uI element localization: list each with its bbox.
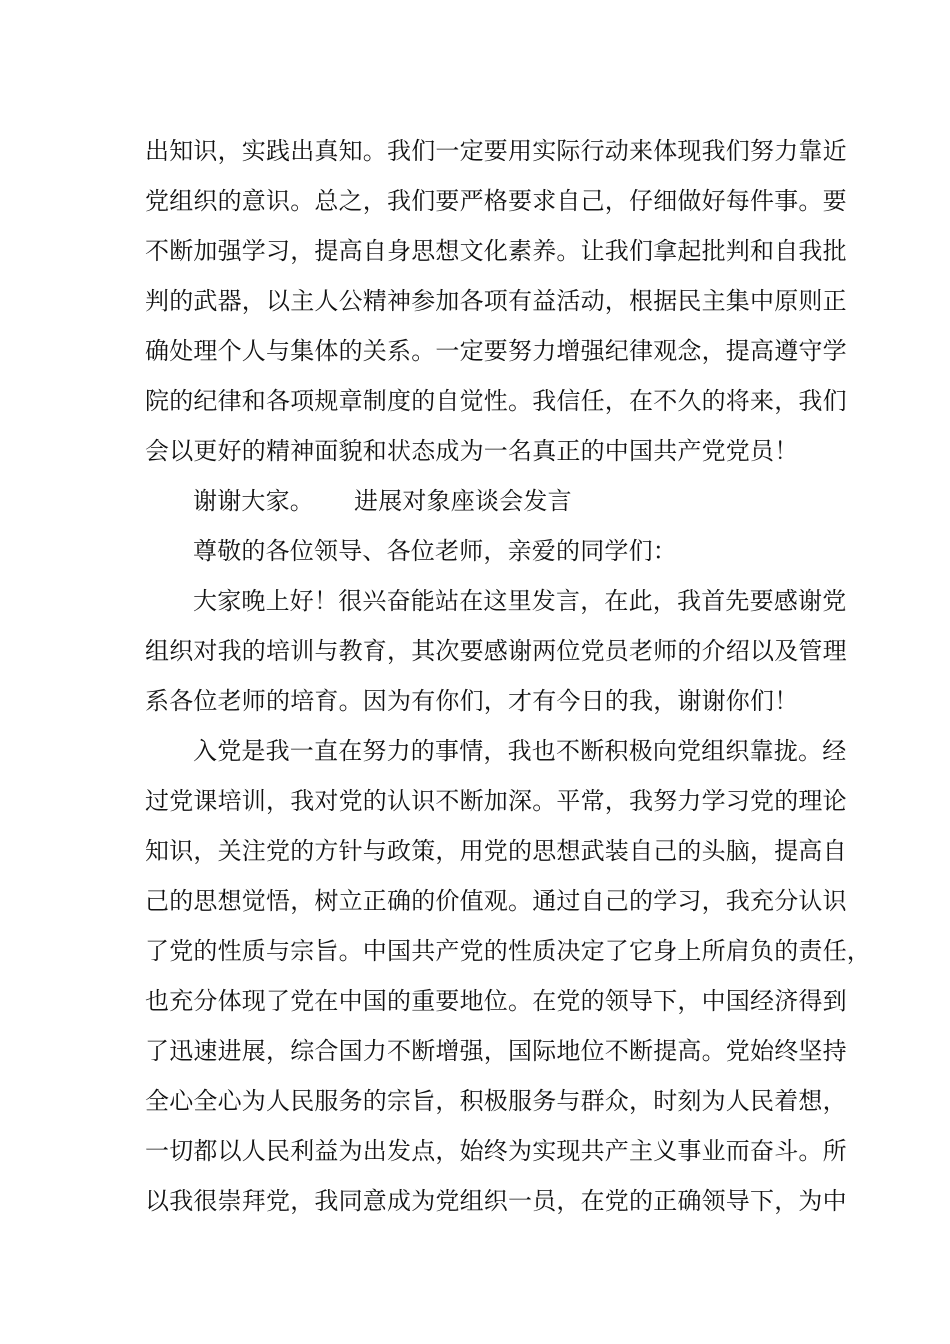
text-line: 判的武器，以主人公精神参加各项有益活动，根据民主集中原则正 xyxy=(145,287,847,315)
text-line: 了党的性质与宗旨。中国共产党的性质决定了它身上所肩负的责任， xyxy=(145,937,871,965)
text-line: 过党课培训，我对党的认识不断加深。平常，我努力学习党的理论 xyxy=(145,787,847,815)
salutation: 尊敬的各位领导、各位老师，亲爱的同学们： xyxy=(193,537,677,565)
text-line: 系各位老师的培育。因为有你们，才有今日的我，谢谢你们！ xyxy=(145,687,799,715)
text-line: 了迅速进展，综合国力不断增强，国际地位不断提高。党始终坚持 xyxy=(145,1037,847,1065)
closing-line xyxy=(193,486,893,516)
text-line: 己的思想觉悟，树立正确的价值观。通过自己的学习，我充分认识 xyxy=(145,887,847,915)
text-line: 会以更好的精神面貌和状态成为一名真正的中国共产党党员！ xyxy=(145,437,799,465)
section-title: 进展对象座谈会发言 xyxy=(354,487,572,515)
text-line: 全心全心为人民服务的宗旨，积极服务与群众，时刻为人民着想， xyxy=(145,1087,847,1115)
text-line: 组织对我的培训与教育，其次要感谢两位党员老师的介绍以及管理 xyxy=(145,637,847,665)
text-line: 入党是我一直在努力的事情，我也不断积极向党组织靠拢。经 xyxy=(193,737,847,765)
text-line: 以我很崇拜党，我同意成为党组织一员，在党的正确领导下，为中 xyxy=(145,1187,847,1215)
text-line: 院的纪律和各项规章制度的自觉性。我信任，在不久的将来，我们 xyxy=(145,387,847,415)
text-line: 知识，关注党的方针与政策，用党的思想武装自己的头脑，提高自 xyxy=(145,837,847,865)
text-line: 大家晚上好！很兴奋能站在这里发言，在此，我首先要感谢党 xyxy=(193,587,847,615)
text-line: 党组织的意识。总之，我们要严格要求自己，仔细做好每件事。要 xyxy=(145,187,847,215)
text-line: 不断加强学习，提高自身思想文化素养。让我们拿起批判和自我批 xyxy=(145,237,847,265)
text-line: 也充分体现了党在中国的重要地位。在党的领导下，中国经济得到 xyxy=(145,987,847,1015)
text-line: 一切都以人民利益为出发点，始终为实现共产主义事业而奋斗。所 xyxy=(145,1137,847,1165)
closing-text: 谢谢大家。 xyxy=(193,487,314,515)
text-line: 出知识，实践出真知。我们一定要用实际行动来体现我们努力靠近 xyxy=(145,137,847,165)
text-line: 确处理个人与集体的关系。一定要努力增强纪律观念，提高遵守学 xyxy=(145,337,847,365)
